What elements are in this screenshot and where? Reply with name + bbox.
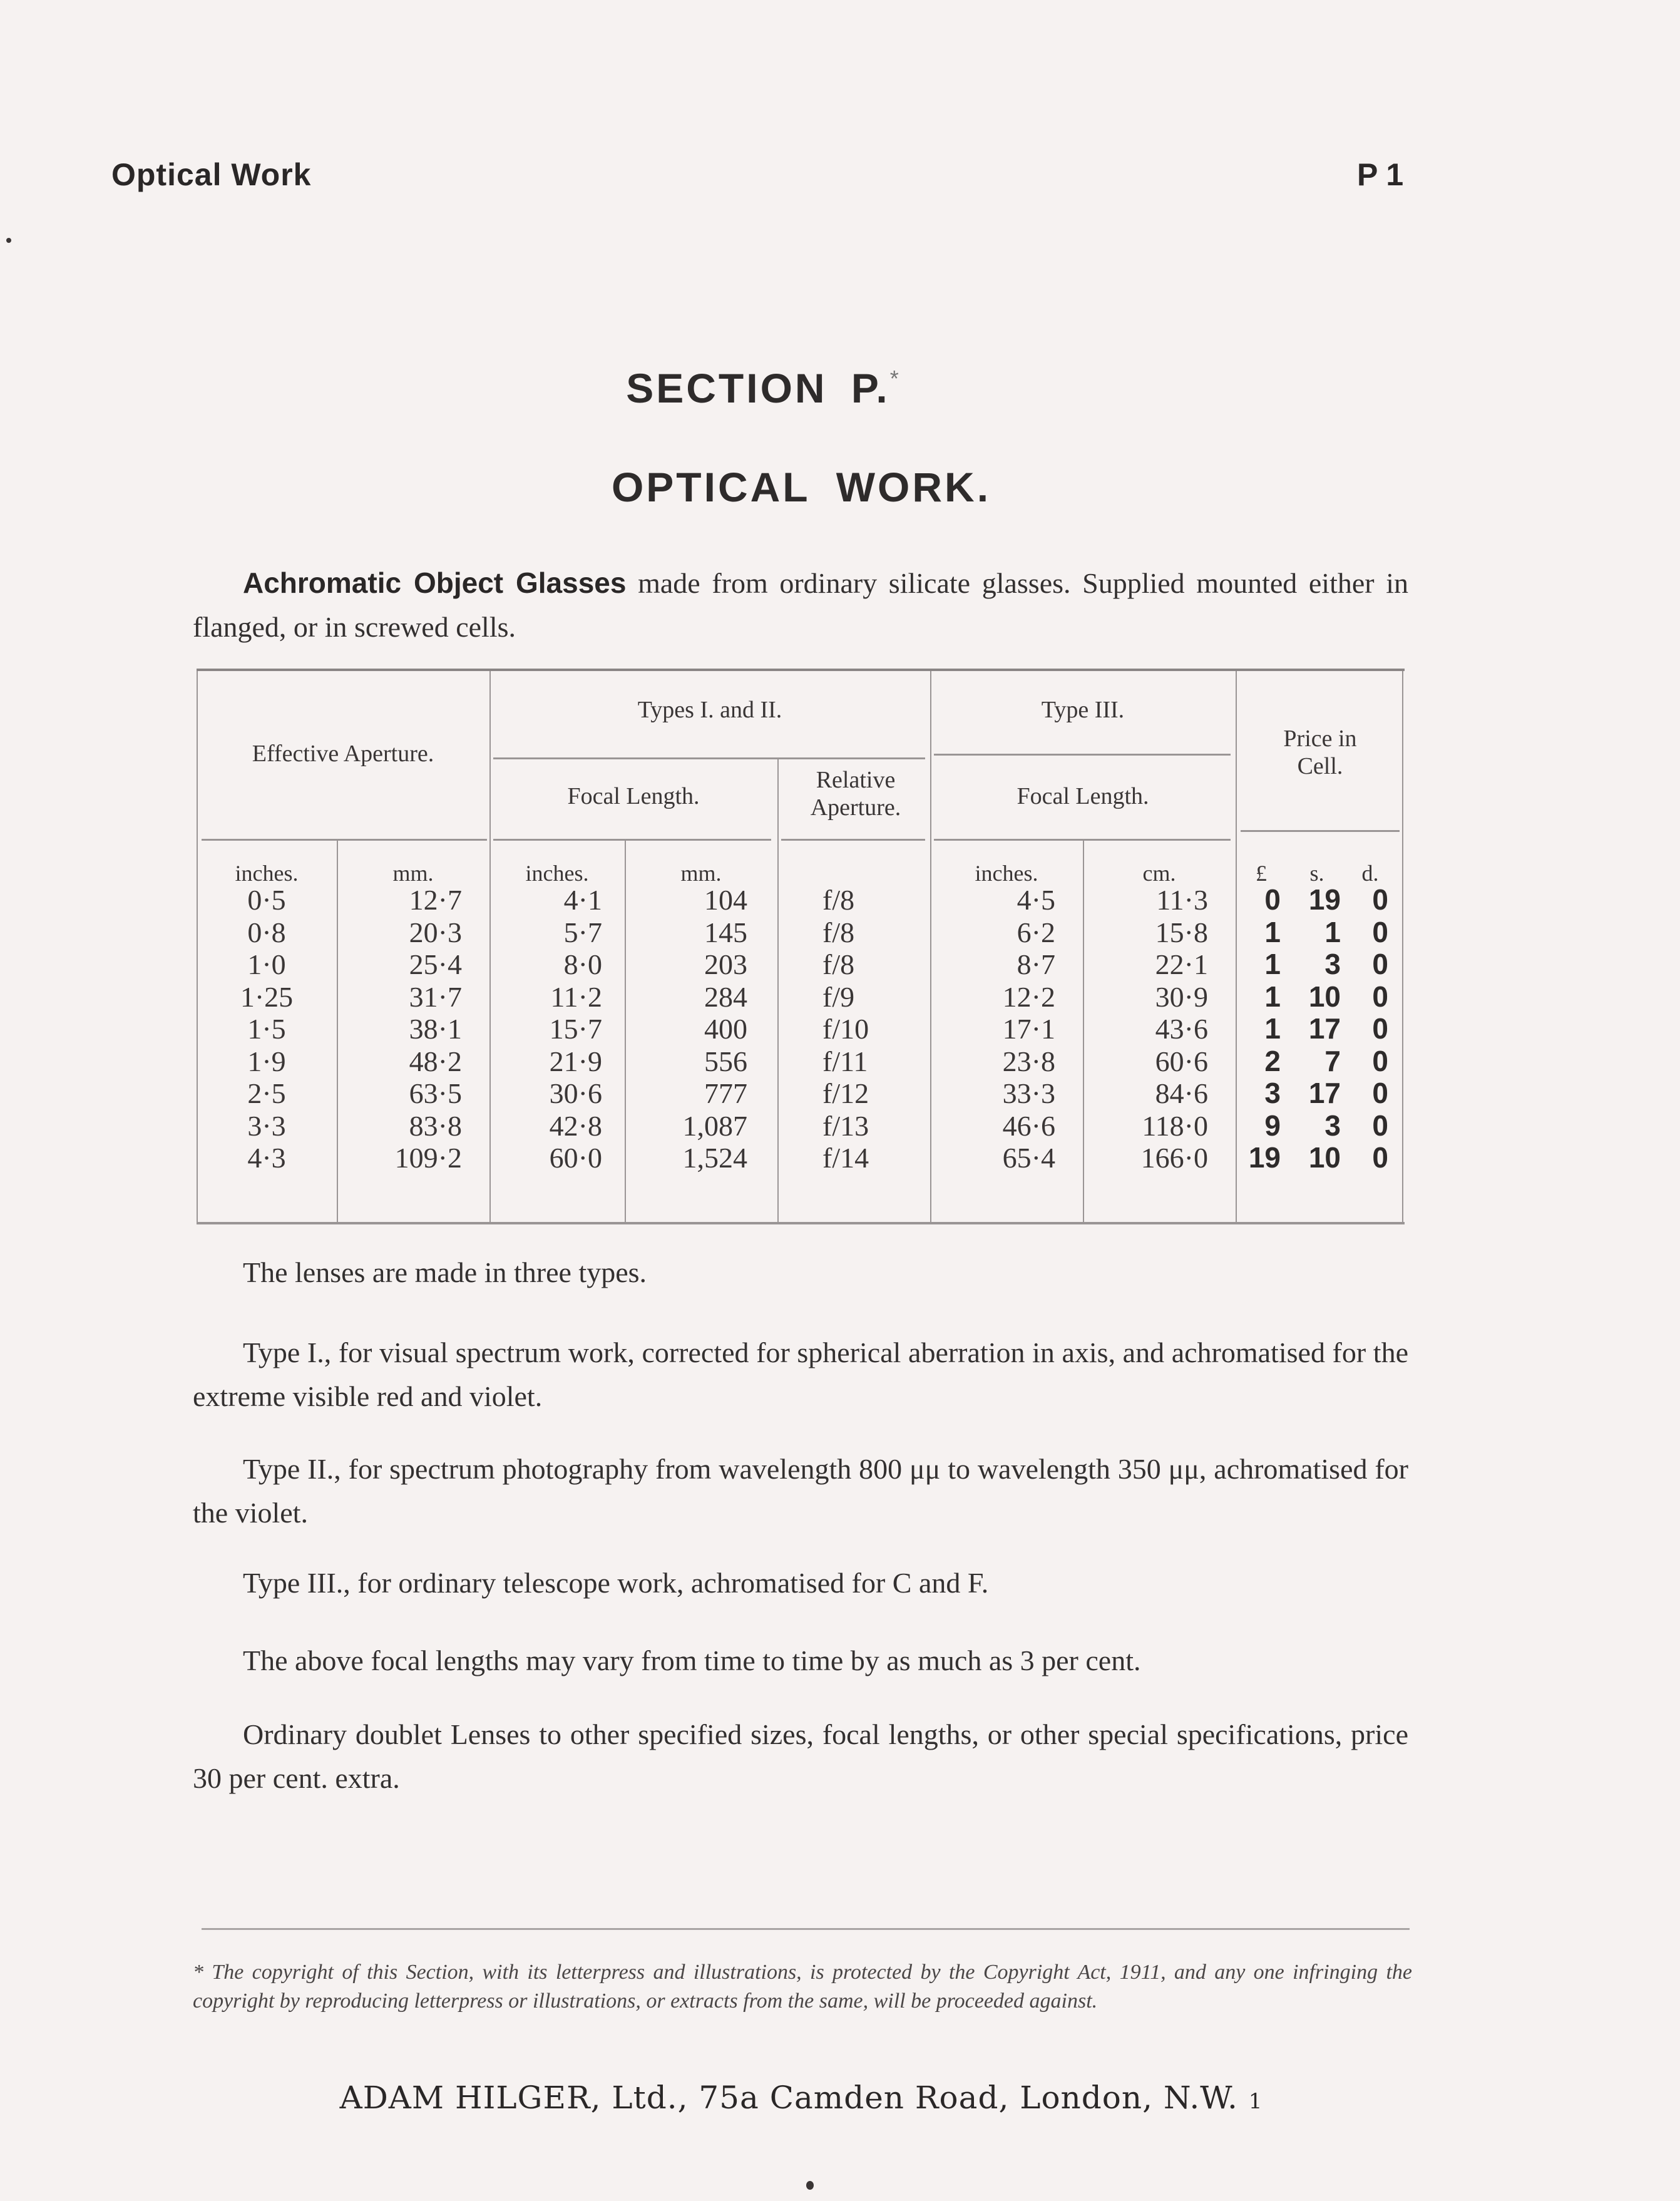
cell-type3-cm: 60·6 bbox=[1155, 1045, 1208, 1077]
cell-aperture-mm: 25·4 bbox=[409, 948, 462, 980]
unit-aperture-mm: mm. bbox=[392, 861, 434, 886]
cell-focal-inches: 15·7 bbox=[549, 1013, 602, 1045]
cell-price-pence: 0 bbox=[1372, 980, 1388, 1013]
cell-price-pounds: 1 bbox=[1264, 915, 1281, 948]
intro-text: made from ordinary silicate glasses. Supplied mounted either in flanged, or in screwed cells. bbox=[193, 567, 1408, 643]
cell-type3-cm: 118·0 bbox=[1142, 1109, 1208, 1142]
cell-relative-aperture: f/11 bbox=[822, 1045, 868, 1077]
cell-focal-inches: 30·6 bbox=[549, 1077, 602, 1109]
cell-aperture-inches: 3·3 bbox=[247, 1109, 286, 1142]
cell-focal-mm: 203 bbox=[704, 948, 747, 980]
cell-aperture-mm: 83·8 bbox=[409, 1109, 462, 1142]
cell-focal-mm: 1,524 bbox=[682, 1142, 747, 1174]
cell-price-pence: 0 bbox=[1372, 948, 1388, 980]
header-types-1-2: Types I. and II. bbox=[637, 697, 782, 723]
cell-price-pounds: 1 bbox=[1264, 1012, 1281, 1045]
cell-price-shillings: 17 bbox=[1308, 1077, 1341, 1109]
cell-price-shillings: 17 bbox=[1308, 1012, 1341, 1045]
cell-price-pence: 0 bbox=[1372, 1044, 1388, 1077]
cell-relative-aperture: f/12 bbox=[822, 1077, 869, 1109]
cell-type3-inches: 23·8 bbox=[1002, 1045, 1055, 1077]
cell-price-pounds: 2 bbox=[1264, 1044, 1281, 1077]
paragraph-text: Type III., for ordinary telescope work, achromatised for C and F. bbox=[243, 1567, 989, 1599]
copyright-footnote: * The copyright of this Section, with its letterpress and illustrations, is protected by the Copyright Act, 1911, and any one infringing the copyright by reproducing letterpress or illustrations, or extracts from the same, will be proceeded against. bbox=[193, 1961, 1412, 2013]
cell-price-pence: 0 bbox=[1372, 915, 1388, 948]
cell-relative-aperture: f/14 bbox=[822, 1142, 869, 1174]
header-focal-length-1-2: Focal Length. bbox=[567, 783, 700, 809]
unit-pence: d. bbox=[1361, 861, 1379, 886]
cell-relative-aperture: f/10 bbox=[822, 1013, 869, 1045]
cell-relative-aperture: f/8 bbox=[822, 884, 855, 916]
body-paragraph bbox=[193, 1331, 1408, 1419]
cell-price-shillings: 3 bbox=[1324, 948, 1341, 980]
cell-aperture-mm: 48·2 bbox=[409, 1045, 462, 1077]
cell-price-pence: 0 bbox=[1372, 1141, 1388, 1174]
cell-price-shillings: 3 bbox=[1324, 1109, 1341, 1142]
cell-relative-aperture: f/13 bbox=[822, 1109, 869, 1142]
cell-type3-inches: 4·5 bbox=[1017, 884, 1055, 916]
unit-type3-inches: inches. bbox=[975, 861, 1038, 886]
header-price: Price in Cell. bbox=[1283, 726, 1357, 779]
paper-speck bbox=[806, 2181, 814, 2190]
body-paragraph bbox=[193, 1561, 1408, 1605]
cell-price-pounds: 0 bbox=[1264, 883, 1281, 916]
cell-relative-aperture: f/8 bbox=[822, 916, 855, 948]
unit-shillings: s. bbox=[1309, 861, 1324, 886]
header-type-3: Type III. bbox=[1041, 697, 1125, 723]
section-heading bbox=[0, 364, 1527, 412]
cell-price-pounds: 1 bbox=[1264, 980, 1281, 1013]
body-paragraph bbox=[193, 1713, 1408, 1800]
body-paragraph bbox=[193, 1447, 1408, 1535]
cell-focal-mm: 104 bbox=[704, 884, 747, 916]
paper-speck bbox=[6, 238, 11, 243]
body-paragraph bbox=[193, 1639, 1408, 1683]
cell-focal-inches: 21·9 bbox=[549, 1045, 602, 1077]
cell-aperture-inches: 4·3 bbox=[247, 1142, 286, 1174]
cell-price-shillings: 7 bbox=[1324, 1044, 1341, 1077]
unit-focal-inches: inches. bbox=[525, 861, 589, 886]
cell-price-pence: 0 bbox=[1372, 883, 1388, 916]
cell-price-shillings: 19 bbox=[1308, 883, 1341, 916]
cell-type3-inches: 65·4 bbox=[1002, 1142, 1055, 1174]
body-paragraph bbox=[193, 1251, 1408, 1295]
cell-aperture-inches: 1·5 bbox=[247, 1013, 286, 1045]
unit-pounds: £ bbox=[1256, 861, 1267, 886]
cell-type3-cm: 15·8 bbox=[1155, 916, 1208, 948]
paragraph-text: Type I., for visual spectrum work, corrected for spherical aberration in axis, and achromatised for the extreme visible red and violet. bbox=[193, 1337, 1408, 1412]
cell-price-shillings: 1 bbox=[1324, 915, 1341, 948]
cell-price-pounds: 9 bbox=[1264, 1109, 1281, 1142]
cell-focal-mm: 556 bbox=[704, 1045, 747, 1077]
header-effective-aperture: Effective Aperture. bbox=[252, 741, 434, 767]
cell-price-shillings: 10 bbox=[1308, 980, 1341, 1013]
cell-price-pence: 0 bbox=[1372, 1077, 1388, 1109]
cell-focal-inches: 4·1 bbox=[563, 884, 602, 916]
paragraph-text: The lenses are made in three types. bbox=[243, 1256, 647, 1288]
cell-type3-cm: 11·3 bbox=[1156, 884, 1208, 916]
header-relative-aperture: Relative Aperture. bbox=[810, 767, 901, 821]
cell-type3-inches: 12·2 bbox=[1002, 980, 1055, 1013]
imprint-text: ADAM HILGER, Ltd., 75a Camden Road, London, N.W. bbox=[339, 2080, 1238, 2116]
footnote-mark: * bbox=[889, 366, 901, 391]
cell-aperture-inches: 2·5 bbox=[247, 1077, 286, 1109]
cell-aperture-inches: 0·8 bbox=[247, 916, 286, 948]
cell-type3-inches: 6·2 bbox=[1017, 916, 1055, 948]
cell-focal-inches: 5·7 bbox=[563, 916, 602, 948]
cell-focal-mm: 284 bbox=[704, 980, 747, 1013]
cell-type3-cm: 43·6 bbox=[1155, 1013, 1208, 1045]
cell-focal-mm: 400 bbox=[704, 1013, 747, 1045]
cell-aperture-mm: 63·5 bbox=[409, 1077, 462, 1109]
page-number: P 1 bbox=[1357, 157, 1404, 192]
cell-type3-inches: 8·7 bbox=[1017, 948, 1055, 980]
cell-focal-inches: 11·2 bbox=[550, 980, 602, 1013]
paragraph-text: The above focal lengths may vary from time to time by as much as 3 per cent. bbox=[243, 1644, 1141, 1676]
page-title: OPTICAL WORK. bbox=[611, 464, 991, 510]
publisher-imprint bbox=[0, 2080, 1602, 2116]
imprint-postal-district: 1 bbox=[1248, 2089, 1263, 2114]
cell-type3-cm: 22·1 bbox=[1155, 948, 1208, 980]
intro-paragraph bbox=[193, 561, 1408, 649]
cell-aperture-mm: 38·1 bbox=[409, 1013, 462, 1045]
cell-aperture-inches: 1·25 bbox=[240, 980, 294, 1013]
cell-type3-cm: 30·9 bbox=[1155, 980, 1208, 1013]
running-head-title: Optical Work bbox=[111, 157, 312, 192]
cell-focal-inches: 60·0 bbox=[549, 1142, 602, 1174]
cell-price-pence: 0 bbox=[1372, 1012, 1388, 1045]
cell-price-shillings: 10 bbox=[1308, 1141, 1341, 1174]
cell-focal-inches: 8·0 bbox=[563, 948, 602, 980]
cell-type3-inches: 46·6 bbox=[1002, 1109, 1055, 1142]
cell-aperture-mm: 31·7 bbox=[409, 980, 462, 1013]
cell-focal-inches: 42·8 bbox=[549, 1109, 602, 1142]
cell-aperture-inches: 1·9 bbox=[247, 1045, 286, 1077]
cell-aperture-mm: 20·3 bbox=[409, 916, 462, 948]
cell-price-pence: 0 bbox=[1372, 1109, 1388, 1142]
cell-relative-aperture: f/8 bbox=[822, 948, 855, 980]
price-table bbox=[197, 669, 1405, 1224]
unit-aperture-inches: inches. bbox=[235, 861, 299, 886]
cell-aperture-inches: 0·5 bbox=[247, 884, 286, 916]
cell-type3-inches: 17·1 bbox=[1002, 1013, 1055, 1045]
cell-aperture-mm: 109·2 bbox=[394, 1142, 462, 1174]
cell-focal-mm: 145 bbox=[704, 916, 747, 948]
intro-lead: Achromatic Object Glasses bbox=[243, 567, 627, 599]
cell-type3-cm: 84·6 bbox=[1155, 1077, 1208, 1109]
cell-aperture-inches: 1·0 bbox=[247, 948, 286, 980]
paragraph-text: Type II., for spectrum photography from wavelength 800 μμ to wavelength 350 μμ, achromatised for the violet. bbox=[193, 1453, 1408, 1529]
cell-relative-aperture: f/9 bbox=[822, 980, 855, 1013]
cell-price-pounds: 19 bbox=[1248, 1141, 1281, 1174]
cell-type3-inches: 33·3 bbox=[1002, 1077, 1055, 1109]
paragraph-text: Ordinary doublet Lenses to other specified sizes, focal lengths, or other special specifications, price 30 per cent. extra. bbox=[193, 1718, 1408, 1794]
cell-aperture-mm: 12·7 bbox=[409, 884, 462, 916]
section-label: SECTION P. bbox=[626, 365, 890, 411]
cell-type3-cm: 166·0 bbox=[1140, 1142, 1208, 1174]
cell-focal-mm: 777 bbox=[704, 1077, 747, 1109]
unit-focal-mm: mm. bbox=[680, 861, 722, 886]
cell-price-pounds: 1 bbox=[1264, 948, 1281, 980]
header-focal-length-3: Focal Length. bbox=[1017, 783, 1149, 809]
cell-focal-mm: 1,087 bbox=[682, 1109, 747, 1142]
footnote-rule bbox=[202, 1928, 1410, 1930]
unit-type3-cm: cm. bbox=[1142, 861, 1176, 886]
cell-price-pounds: 3 bbox=[1264, 1077, 1281, 1109]
